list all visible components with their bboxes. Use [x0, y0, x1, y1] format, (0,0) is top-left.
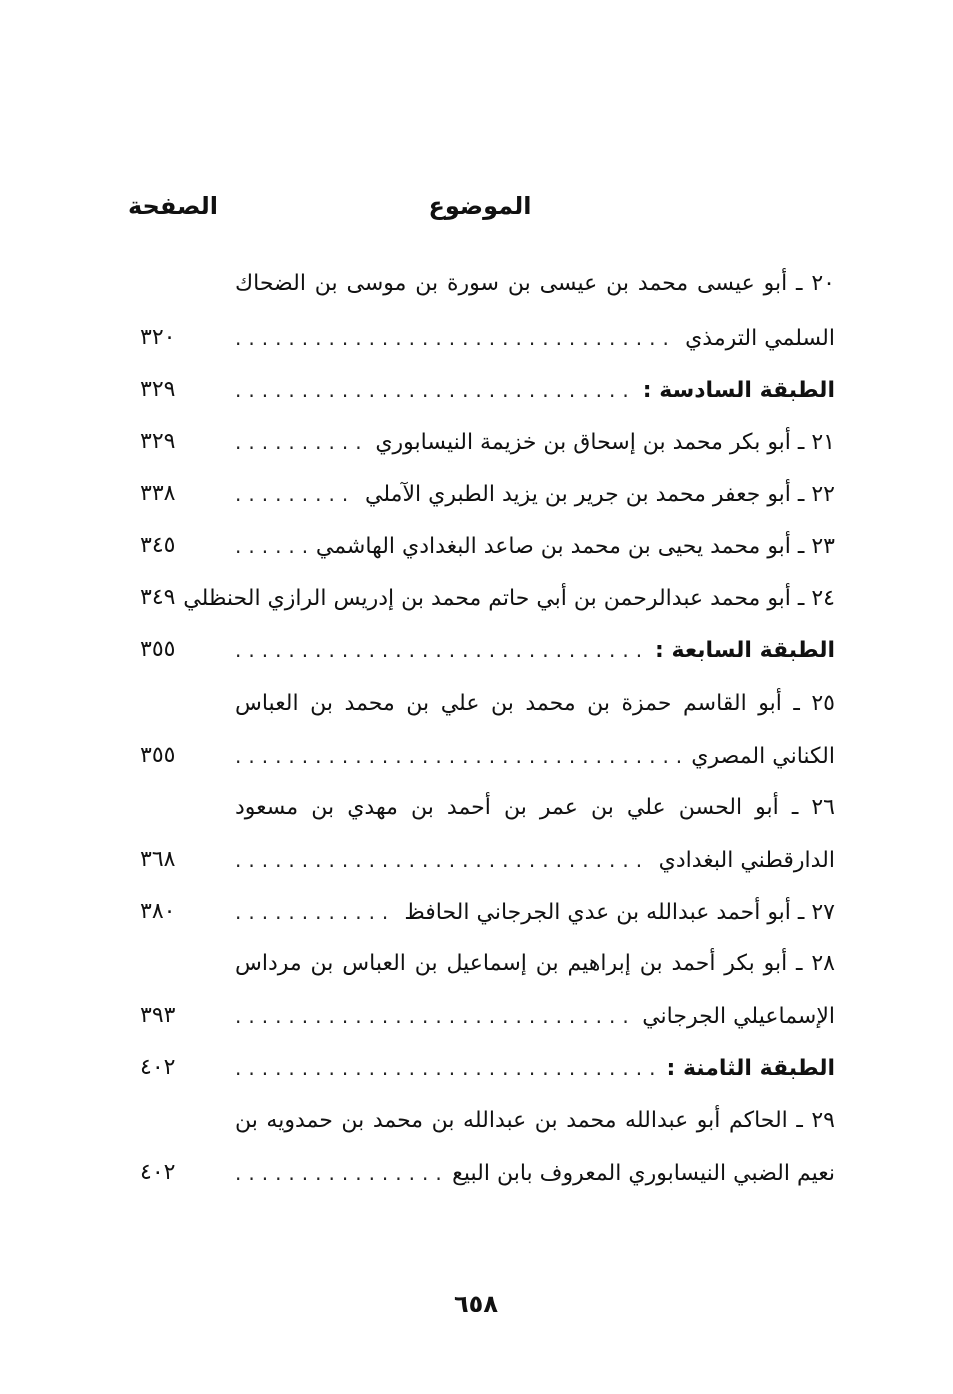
toc-page-number: ٤٠٢ — [140, 1160, 176, 1185]
toc-entry-text: نعيم الضبي النيسابوري المعروف بابن البيع — [452, 1161, 835, 1186]
toc-row — [0, 945, 953, 985]
leader-dots — [235, 425, 367, 459]
toc-row — [0, 1049, 953, 1089]
toc-page-number: ٣٢٩ — [140, 377, 176, 402]
toc-entry-text: ٢٦ ـ أبو الحسن علي بن عمر بن أحمد بن مهدي بن مسعود — [235, 795, 835, 820]
toc-entry-text: ٢٤ ـ أبو محمد عبدالرحمن بن أبي حاتم محمد بن إدريس الرازي الحنظلي — [183, 586, 835, 611]
header-subject: الموضوع — [428, 192, 532, 220]
leader-dots — [235, 1051, 659, 1085]
toc-page-number: ٤٠٢ — [140, 1055, 176, 1080]
toc-row — [0, 319, 953, 359]
leader-dots — [235, 999, 634, 1033]
toc-page-number: ٣٨٠ — [140, 899, 176, 924]
toc-entry-text: السلمي الترمذي — [685, 326, 835, 351]
toc-row — [0, 475, 953, 515]
toc-row — [0, 1102, 953, 1142]
toc-page-number: ٣٢٠ — [140, 325, 176, 350]
toc-row — [0, 1154, 953, 1194]
toc-section-heading — [235, 633, 835, 668]
leader-dots — [235, 895, 396, 929]
toc-page-number: ٣٩٣ — [140, 1003, 176, 1028]
toc-row — [0, 789, 953, 829]
toc-entry-text: الطبقة السادسة : — [642, 378, 835, 403]
toc-entry — [235, 321, 835, 356]
leader-dots — [235, 739, 683, 773]
toc-entry-text: الكناني المصري — [691, 744, 835, 769]
toc-row — [0, 737, 953, 777]
toc-entry-text: ٢٣ ـ أبو محمد يحيى بن محمد بن صاعد البغدادي الهاشمي — [315, 534, 835, 559]
toc-entry-text: ٢٧ ـ أبو أحمد عبدالله بن عدي الجرجاني الحافظ — [404, 900, 835, 925]
header-page: الصفحة — [127, 192, 218, 220]
toc-page-number: ٣٣٨ — [140, 481, 176, 506]
toc-row — [0, 997, 953, 1037]
toc-entry — [235, 529, 835, 564]
toc-page-number: ٣٤٩ — [140, 585, 176, 610]
toc-page-number: ٣٦٨ — [140, 847, 176, 872]
toc-entry — [235, 843, 835, 878]
toc-entry-text: ٢٨ ـ أبو بكر أحمد بن إبراهيم بن إسماعيل بن العباس بن مرداس — [235, 951, 835, 976]
toc-page-number: ٣٥٥ — [140, 743, 176, 768]
leader-dots — [235, 477, 357, 511]
leader-dots — [235, 633, 647, 667]
toc-entry — [183, 581, 835, 616]
toc-entry-text: ٢١ ـ أبو بكر محمد بن إسحاق بن خزيمة النيسابوري — [375, 430, 835, 455]
toc-row — [0, 265, 953, 305]
toc-row — [0, 893, 953, 933]
toc-row — [0, 371, 953, 411]
page-number-footer: ٦٥٨ — [454, 1290, 498, 1318]
toc-row — [0, 423, 953, 463]
toc-entry-text: ٢٠ ـ أبو عيسى محمد بن عيسى بن سورة بن موسى بن الضحاك — [235, 271, 835, 296]
toc-entry-text: الدارقطني البغدادي — [658, 848, 835, 873]
toc-entry — [235, 895, 835, 930]
toc-entry — [235, 739, 835, 774]
toc-row — [0, 527, 953, 567]
toc-entry-text: الإسماعيلي الجرجاني — [642, 1004, 835, 1029]
toc-entry — [235, 999, 835, 1034]
toc-entry-text: ٢٩ ـ الحاكم أبو عبدالله محمد بن عبدالله بن محمد بن حمدويه بن — [235, 1108, 835, 1133]
toc-section-heading — [235, 373, 835, 408]
toc-entry — [235, 1156, 835, 1191]
toc-page-number: ٣٥٥ — [140, 637, 176, 662]
toc-entry — [235, 477, 835, 512]
toc-entry-text: الطبقة السابعة : — [655, 638, 835, 663]
leader-dots — [235, 1156, 444, 1190]
leader-dots — [235, 321, 677, 355]
toc-page-number: ٣٤٥ — [140, 533, 176, 558]
toc-row — [0, 579, 953, 619]
toc-page-number: ٣٢٩ — [140, 429, 176, 454]
leader-dots — [235, 843, 651, 877]
toc-row — [0, 685, 953, 725]
toc-entry-text: الطبقة الثامنة : — [666, 1056, 835, 1081]
leader-dots — [235, 373, 635, 407]
toc-entry-text: ٢٢ ـ أبو جعفر محمد بن جرير بن يزيد الطبري الآملي — [365, 482, 835, 507]
toc-row — [0, 841, 953, 881]
leader-dots — [235, 529, 308, 563]
toc-section-heading — [235, 1051, 835, 1086]
toc-row — [0, 631, 953, 671]
toc-entry — [235, 425, 835, 460]
toc-entry-text: ٢٥ ـ أبو القاسم حمزة بن محمد بن علي بن محمد بن العباس — [235, 691, 835, 716]
